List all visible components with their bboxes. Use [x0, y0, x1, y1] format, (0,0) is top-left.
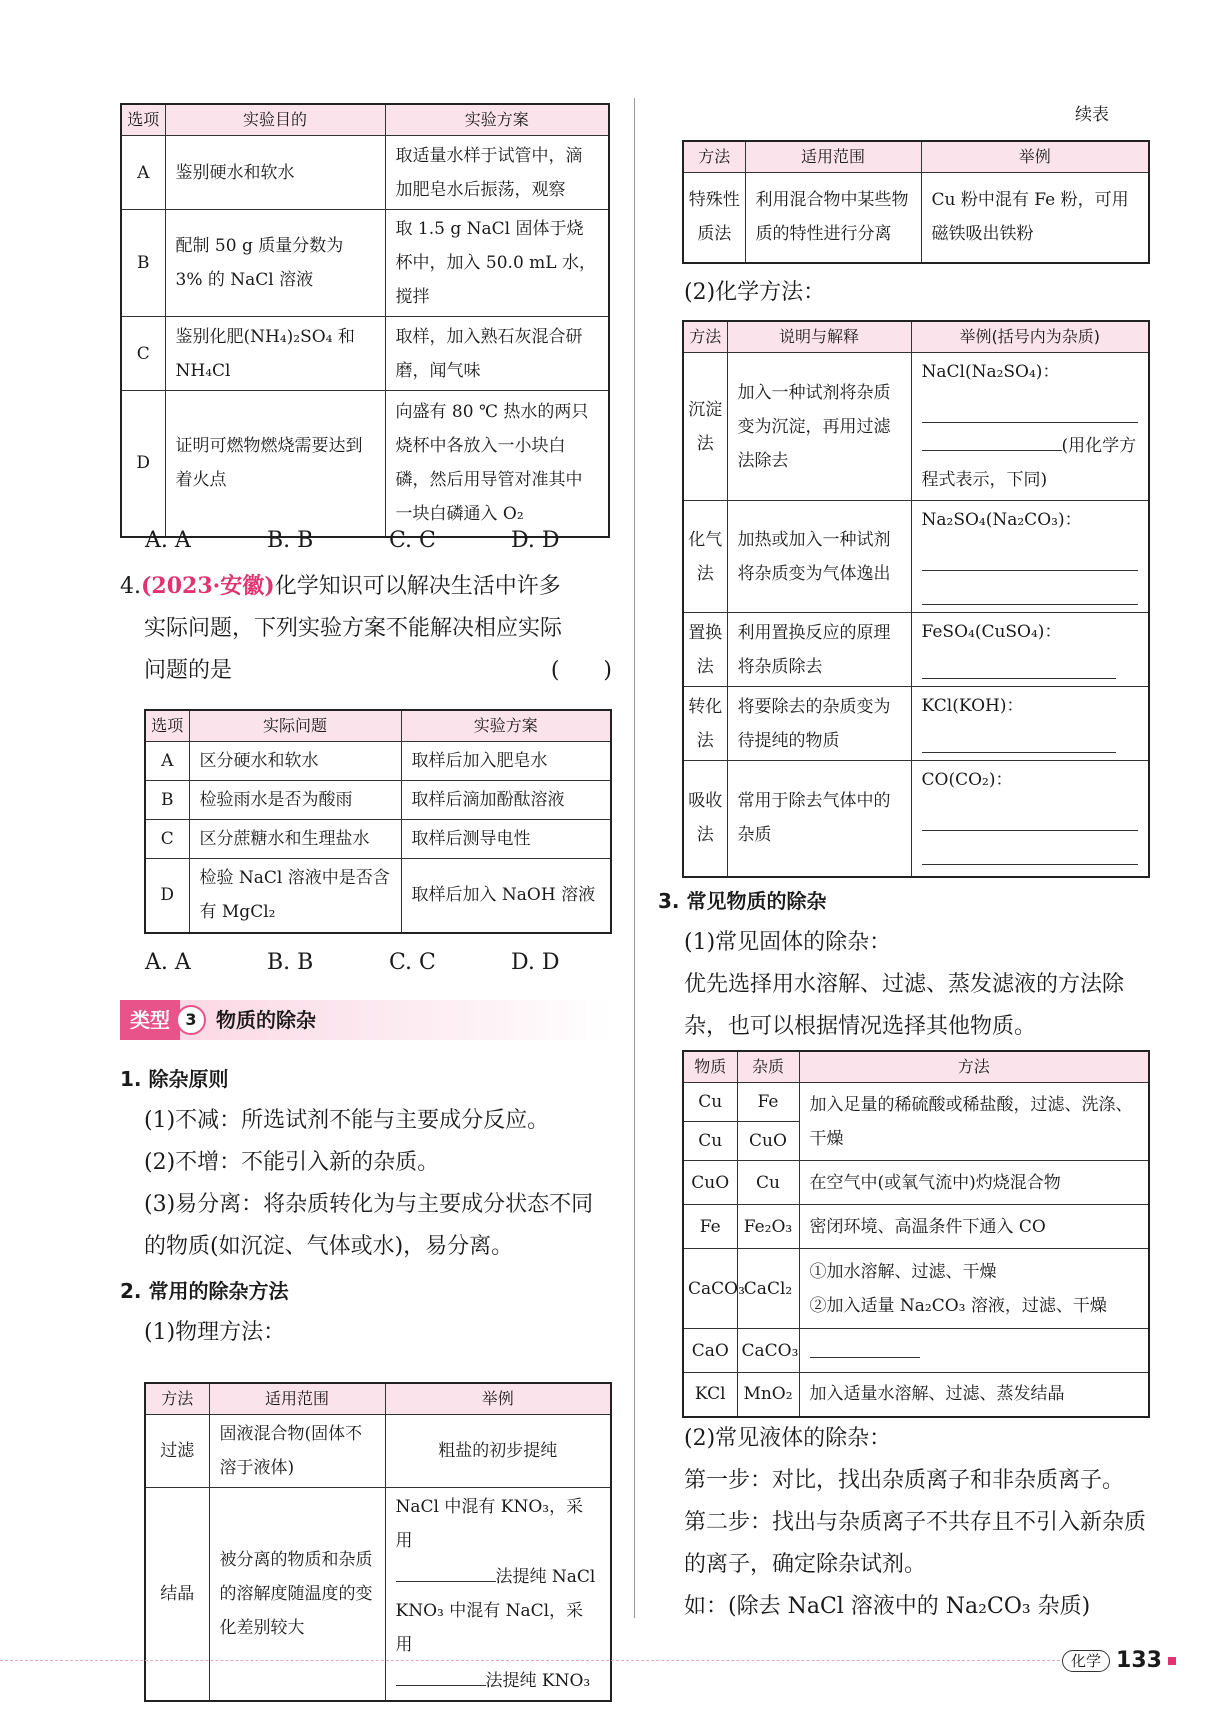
table-row	[683, 613, 1149, 687]
fill-blank[interactable]	[922, 571, 1139, 605]
page-footer	[1062, 1648, 1176, 1673]
table-cell: 加入足量的稀硫酸或稀盐酸，过滤、洗涤、干燥	[799, 1083, 1149, 1161]
table-row	[121, 136, 609, 210]
table-cell: CaO	[683, 1329, 737, 1373]
table-cell: CaCO₃	[737, 1329, 799, 1373]
table-cell: 吸收法	[683, 761, 727, 877]
continued-label: 续表	[1075, 105, 1109, 125]
table-row	[145, 1488, 611, 1702]
table-row	[683, 1249, 1149, 1329]
table-cell: Cu	[683, 1122, 737, 1161]
col-header: 举例	[385, 1383, 611, 1415]
table-cell: 区分硬水和软水	[189, 742, 401, 781]
table-row	[145, 781, 611, 820]
section-title: 物质的除杂	[216, 1008, 316, 1032]
table-cell: 向盛有 80 ℃ 热水的两只烧杯中各放入一小块白磷，然后用导管对准其中一块白磷通入 O₂	[385, 391, 609, 537]
table-cell: 被分离的物质和杂质的溶解度随温度的变化差别较大	[209, 1488, 385, 1702]
table-cell: FeSO₄(CuSO₄)：	[911, 613, 1149, 687]
table-cell: Cu	[737, 1161, 799, 1205]
table-cell: 利用混合物中某些物质的特性进行分离	[745, 173, 921, 263]
fill-blank[interactable]	[396, 1662, 486, 1686]
col-header: 方法	[683, 321, 727, 353]
table-experiments-1	[120, 103, 610, 538]
col-header: 举例(括号内为杂质)	[911, 321, 1149, 353]
table-cell: 加入适量水溶解、过滤、蒸发结晶	[799, 1373, 1149, 1417]
table-cell: KCl	[683, 1373, 737, 1417]
table-cell: 将要除去的杂质变为待提纯的物质	[727, 687, 911, 761]
fill-blank[interactable]	[922, 423, 1062, 451]
footer-rule	[0, 1660, 1060, 1661]
table-practical-problems	[144, 709, 612, 934]
table-cell: CaCl₂	[737, 1249, 799, 1329]
table-cell: Na₂SO₄(Na₂CO₃)：	[911, 501, 1149, 613]
table-row	[683, 761, 1149, 877]
column-divider	[634, 98, 635, 1618]
type-number: 3	[176, 1005, 206, 1035]
col-header: 方法	[683, 141, 745, 173]
page-number: 133	[1116, 1648, 1162, 1673]
table-cell: 加热或加入一种试剂将杂质变为气体逸出	[727, 501, 911, 613]
table-row	[683, 1329, 1149, 1373]
section-banner-type3	[120, 1000, 610, 1040]
table-cell: 转化法	[683, 687, 727, 761]
table-cell: 取样后滴加酚酞溶液	[401, 781, 611, 820]
table-row	[683, 1083, 1149, 1122]
table-physical-methods	[144, 1382, 612, 1702]
table-cell: 粗盐的初步提纯	[385, 1415, 611, 1488]
square-marker-icon	[1168, 1657, 1176, 1665]
fill-blank[interactable]	[922, 537, 1139, 571]
table-row	[683, 1373, 1149, 1417]
col-header: 实验方案	[385, 104, 609, 136]
col-header: 实验目的	[165, 104, 385, 136]
table-cell: 利用置换反应的原理将杂质除去	[727, 613, 911, 687]
table-cell: 鉴别化肥(NH₄)₂SO₄ 和 NH₄Cl	[165, 317, 385, 391]
table-cell: 特殊性质法	[683, 173, 745, 263]
table-cell: CuO	[683, 1161, 737, 1205]
table-cell: 固液混合物(固体不溶于液体)	[209, 1415, 385, 1488]
table-row	[683, 353, 1149, 501]
table-cell: 证明可燃物燃烧需要达到着火点	[165, 391, 385, 537]
table-row	[683, 1161, 1149, 1205]
table-cell: KCl(KOH)：	[911, 687, 1149, 761]
table-cell: 常用于除去气体中的杂质	[727, 761, 911, 877]
table-cell: CO(CO₂)：	[911, 761, 1149, 877]
table-cell: D	[145, 859, 189, 933]
table-cell: 取 1.5 g NaCl 固体于烧杯中，加入 50.0 mL 水，搅拌	[385, 210, 609, 317]
table-cell: NaCl(Na₂SO₄)： (用化学方程式表示，下同)	[911, 353, 1149, 501]
table-cell: B	[145, 781, 189, 820]
col-header: 方法	[799, 1051, 1149, 1083]
table-cell: Cu	[683, 1083, 737, 1122]
table-row	[683, 173, 1149, 263]
subject-badge: 化学	[1062, 1650, 1110, 1672]
table-cell: C	[121, 317, 165, 391]
table-cell: 鉴别硬水和软水	[165, 136, 385, 210]
fill-blank[interactable]	[922, 389, 1139, 423]
table-cell: Fe	[737, 1083, 799, 1122]
table-cell: NaCl 中混有 KNO₃，采用 法提纯 NaCl KNO₃ 中混有 NaCl，采用 法提纯 KNO₃	[385, 1488, 611, 1702]
answer-bracket: ( )	[550, 658, 612, 683]
fill-blank[interactable]	[922, 831, 1139, 865]
table-row	[145, 859, 611, 933]
table-cell: 过滤	[145, 1415, 209, 1488]
table-row	[683, 1205, 1149, 1249]
table-row	[683, 687, 1149, 761]
table-cell: 取样后加入 NaOH 溶液	[401, 859, 611, 933]
table-cell: 密闭环境、高温条件下通入 CO	[799, 1205, 1149, 1249]
col-header: 物质	[683, 1051, 737, 1083]
table-cell: 取样后测导电性	[401, 820, 611, 859]
table-cell: 加入一种试剂将杂质变为沉淀，再用过滤法除去	[727, 353, 911, 501]
table-cell: 置换法	[683, 613, 727, 687]
answer-choices-2: A. A B. B C. C D. D	[145, 950, 560, 975]
table-cell: 取适量水样于试管中，滴加肥皂水后振荡，观察	[385, 136, 609, 210]
fill-blank[interactable]	[922, 649, 1117, 679]
chemical-methods-heading: (2)化学方法：	[684, 280, 826, 305]
fill-blank[interactable]	[922, 797, 1139, 831]
table-cell: B	[121, 210, 165, 317]
table-cell: CaCO₃	[683, 1249, 737, 1329]
table-cell: CuO	[737, 1122, 799, 1161]
table-cell: 化气法	[683, 501, 727, 613]
table-cell: 检验雨水是否为酸雨	[189, 781, 401, 820]
table-row	[121, 210, 609, 317]
table-cell: D	[121, 391, 165, 537]
col-header: 适用范围	[745, 141, 921, 173]
fill-blank[interactable]	[922, 723, 1117, 753]
table-cell: 配制 50 g 质量分数为 3% 的 NaCl 溶液	[165, 210, 385, 317]
table-cell: 区分蔗糖水和生理盐水	[189, 820, 401, 859]
table-cell: ①加水溶解、过滤、干燥 ②加入适量 Na₂CO₃ 溶液，过滤、干燥	[799, 1249, 1149, 1329]
answer-choices: A. A B. B C. C D. D	[145, 528, 560, 553]
table-cell: C	[145, 820, 189, 859]
col-header: 举例	[921, 141, 1149, 173]
table-cell: 结晶	[145, 1488, 209, 1702]
table-physical-methods-cont	[682, 140, 1150, 264]
table-cell: 检验 NaCl 溶液中是否含有 MgCl₂	[189, 859, 401, 933]
table-cell: 沉淀法	[683, 353, 727, 501]
table-cell: Cu 粉中混有 Fe 粉，可用磁铁吸出铁粉	[921, 173, 1149, 263]
table-chemical-methods	[682, 320, 1150, 878]
table-row	[121, 391, 609, 537]
table-row	[145, 742, 611, 781]
fill-blank[interactable]	[396, 1558, 496, 1582]
type-label: 类型	[120, 1000, 180, 1040]
table-cell: 在空气中(或氧气流中)灼烧混合物	[799, 1161, 1149, 1205]
col-header: 方法	[145, 1383, 209, 1415]
question-source: (2023·安徽)	[141, 573, 275, 599]
col-header: 杂质	[737, 1051, 799, 1083]
table-cell: A	[145, 742, 189, 781]
fill-blank[interactable]	[810, 1332, 920, 1358]
table-row	[145, 1415, 611, 1488]
table-cell	[799, 1329, 1149, 1373]
table-cell: Fe	[683, 1205, 737, 1249]
table-cell: 取样，加入熟石灰混合研磨，闻气味	[385, 317, 609, 391]
table-row	[683, 501, 1149, 613]
table-row	[145, 820, 611, 859]
table-row	[121, 317, 609, 391]
table-solid-impurities	[682, 1050, 1150, 1418]
question-4: 4.(2023·安徽)化学知识可以解决生活中许多 实际问题，下列实验方案不能解决相应实际 问题的是 ( )	[120, 565, 620, 692]
table-cell: Fe₂O₃	[737, 1205, 799, 1249]
principle-block: 1. 除杂原则 (1)不减：所选试剂不能与主要成分反应。 (2)不增：不能引入新的杂质。 (3)易分离：将杂质转化为与主要成分状态不同的物质(如沉淀、气体或水)，易分离。 2. 常用的除杂方法 (1)物理方法：	[120, 1067, 594, 1345]
col-header: 选项	[121, 104, 165, 136]
col-header: 选项	[145, 710, 189, 742]
col-header: 说明与解释	[727, 321, 911, 353]
col-header: 适用范围	[209, 1383, 385, 1415]
table-cell: A	[121, 136, 165, 210]
table-cell: MnO₂	[737, 1373, 799, 1417]
table-cell: 取样后加入肥皂水	[401, 742, 611, 781]
liquid-impurities-block: (2)常见液体的除杂： 第一步：对比，找出杂质离子和非杂质离子。 第二步：找出与杂质离子不共存且不引入新杂质的离子，确定除杂试剂。 如：(除去 NaCl 溶液中的 Na₂CO₃ 杂质)	[684, 1426, 1147, 1619]
col-header: 实际问题	[189, 710, 401, 742]
section-3-common-substances: 3. 常见物质的除杂 (1)常见固体的除杂： 优先选择用水溶解、过滤、蒸发滤液的方法除杂，也可以根据情况选择其他物质。	[658, 889, 1125, 1039]
col-header: 实验方案	[401, 710, 611, 742]
